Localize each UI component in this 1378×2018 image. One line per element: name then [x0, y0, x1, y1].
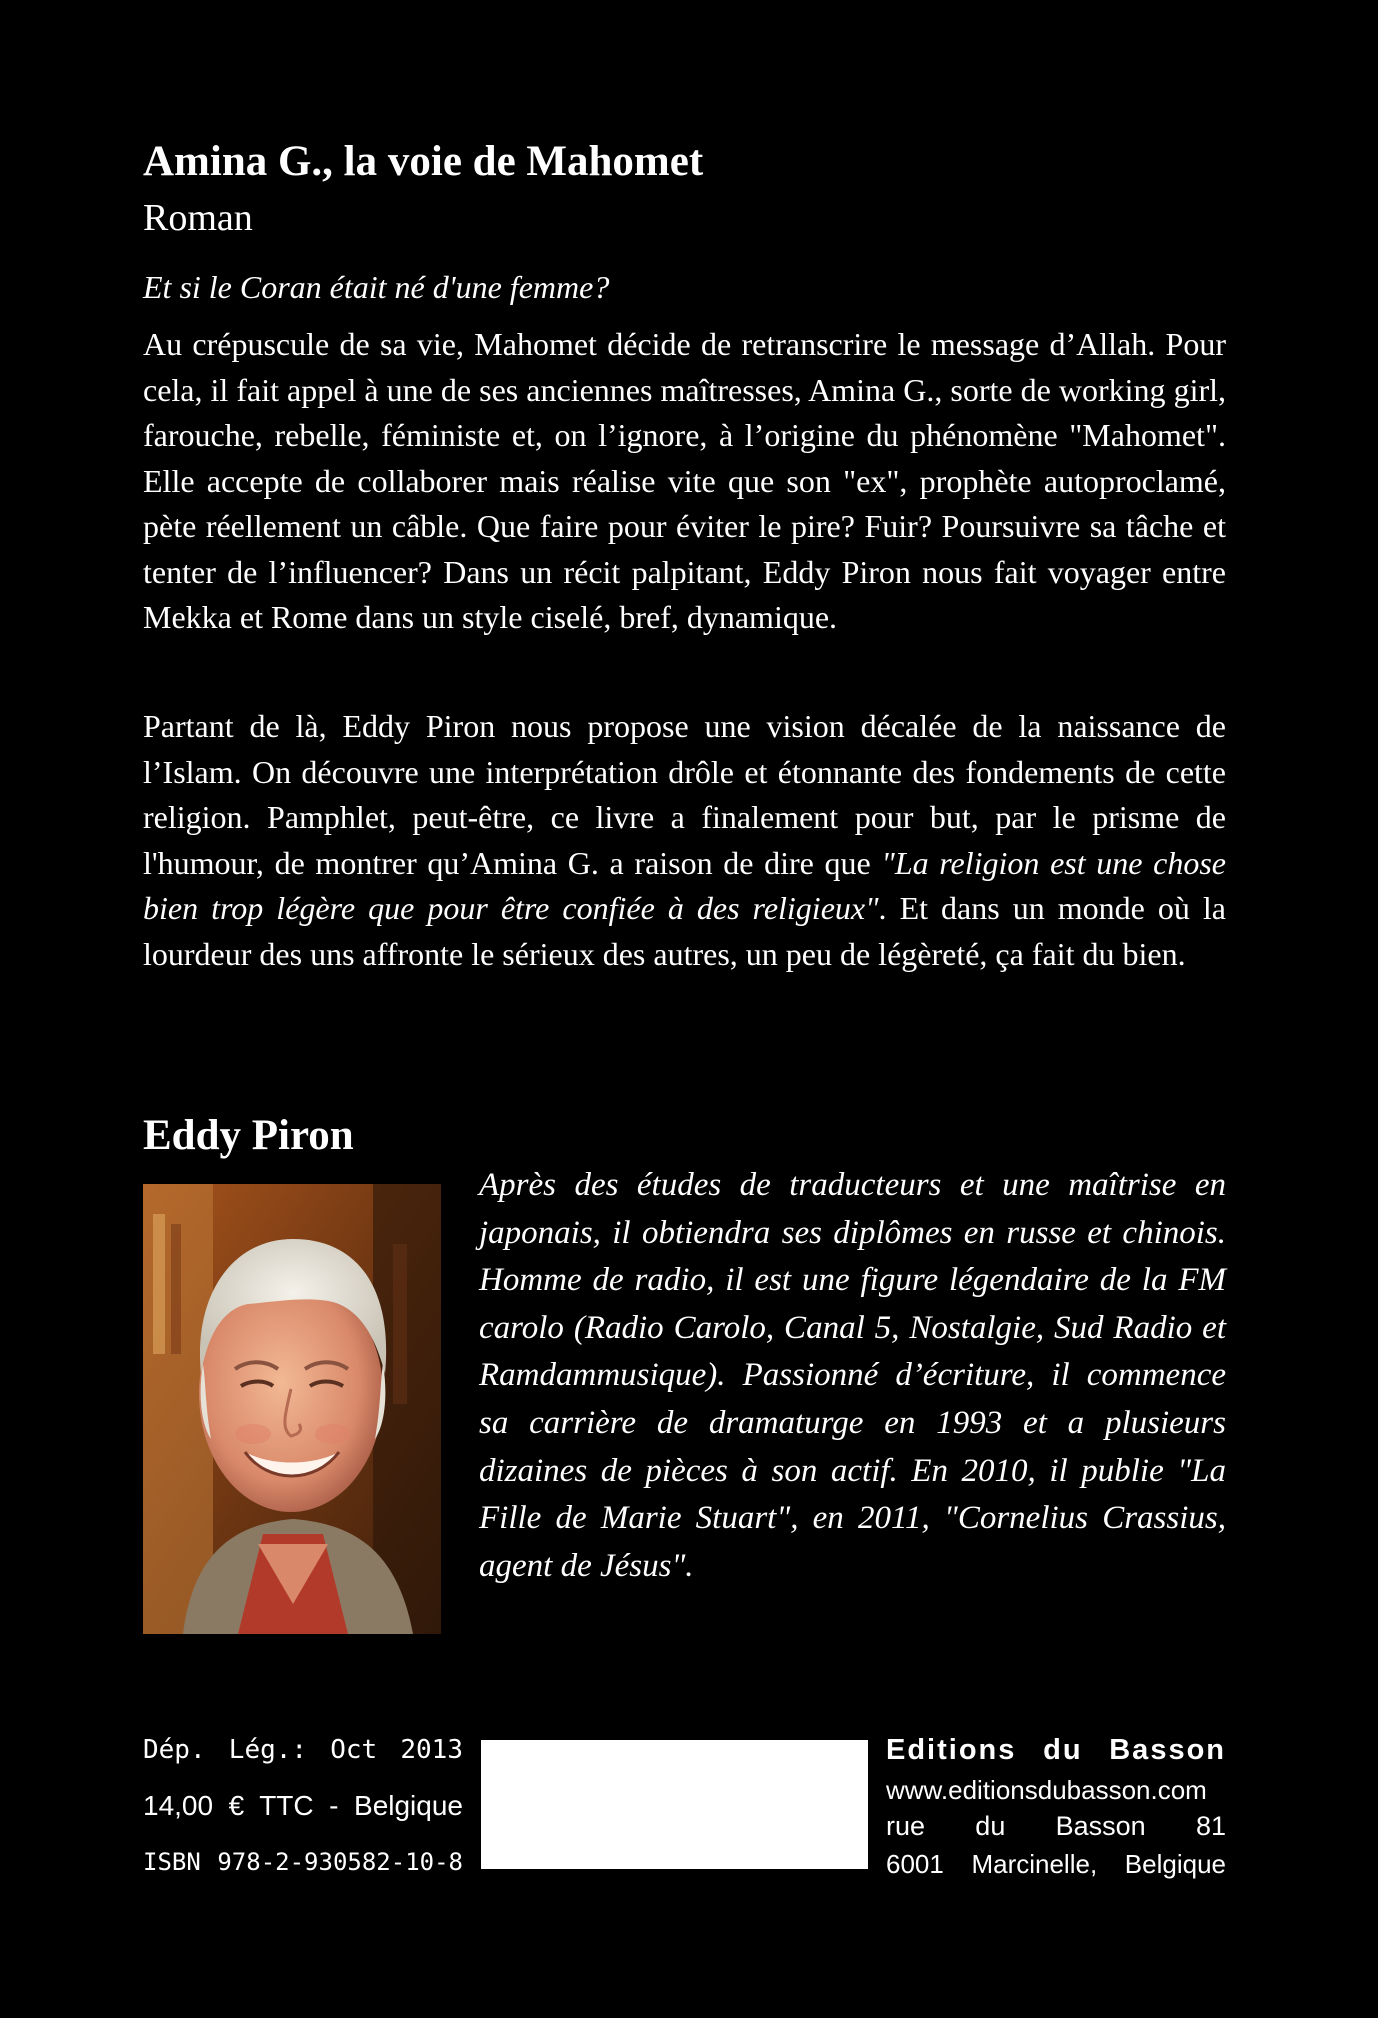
book-title: Amina G., la voie de Mahomet	[143, 138, 704, 185]
legal-deposit: Dép. Lég.: Oct 2013	[143, 1735, 463, 1765]
publisher-city: 6001 Marcinelle, Belgique	[886, 1849, 1226, 1879]
author-photo	[143, 1184, 441, 1634]
isbn: ISBN 978-2-930582-10-8	[143, 1848, 463, 1876]
publisher-name: Editions du Basson	[886, 1734, 1226, 1766]
synopsis-paragraph-2	[143, 704, 1226, 977]
price: 14,00 € TTC - Belgique	[143, 1790, 463, 1821]
synopsis-paragraph-1: Au crépuscule de sa vie, Mahomet décide de retranscrire le message d’Allah. Pour cela, il fait appel à une de ses anciennes maîtresses, Amina G., sorte de working girl, farouche, rebelle, féministe et, on l’ignore, à l’origine du phénomène "Mahomet". Elle accepte de collaborer mais réalise vite que son "ex", prophète autoproclamé, pète réellement un câble. Que faire pour éviter le pire? Fuir? Poursuivre sa tâche et tenter de l’influencer? Dans un récit palpitant, Eddy Piron nous fait voyager entre Mekka et Rome dans un style ciselé, bref, dynamique.	[143, 326, 1226, 635]
synopsis-text-start: Partant de là, Eddy Piron nous propose une vision décalée de la naissance de l’Islam. On découvre une interprétation drôle et étonnante des fondements de cette religion. Pamphlet, peut-être, ce livre a finalement pour but, par le prisme de l'humour, de montrer qu’Amina G. a raison de dire que	[143, 708, 1226, 881]
book-tagline: Et si le Coran était né d'une femme?	[143, 269, 610, 305]
barcode-box	[481, 1740, 868, 1869]
synopsis-quote: "La religion est une chose bien trop légère que pour être confiée à des religieux"	[143, 844, 1227, 926]
book-genre: Roman	[143, 197, 253, 239]
publisher-street: rue du Basson 81	[886, 1811, 1226, 1841]
author-bio: Après des études de traducteurs et une maîtrise en japonais, il obtiendra ses diplômes en russe et chinois. Homme de radio, il est une figure légendaire de la FM carolo (Radio Carolo, Canal 5, Nostalgie, Sud Radio et Ramdammusique). Passionné d’écriture, il commence sa carrière de dramaturge en 1993 et a plusieurs dizaines de pièces à son actif. En 2010, il publie "La Fille de Marie Stuart", en 2011, "Cornelius Crassius, agent de Jésus".	[479, 1167, 1226, 1584]
synopsis-text-end: . Et dans un monde où la lourdeur des uns affronte le sérieux des autres, un peu de légèreté, ça fait du bien.	[143, 890, 1227, 972]
author-name: Eddy Piron	[143, 1112, 354, 1159]
publisher-website: www.editionsdubasson.com	[886, 1775, 1207, 1805]
